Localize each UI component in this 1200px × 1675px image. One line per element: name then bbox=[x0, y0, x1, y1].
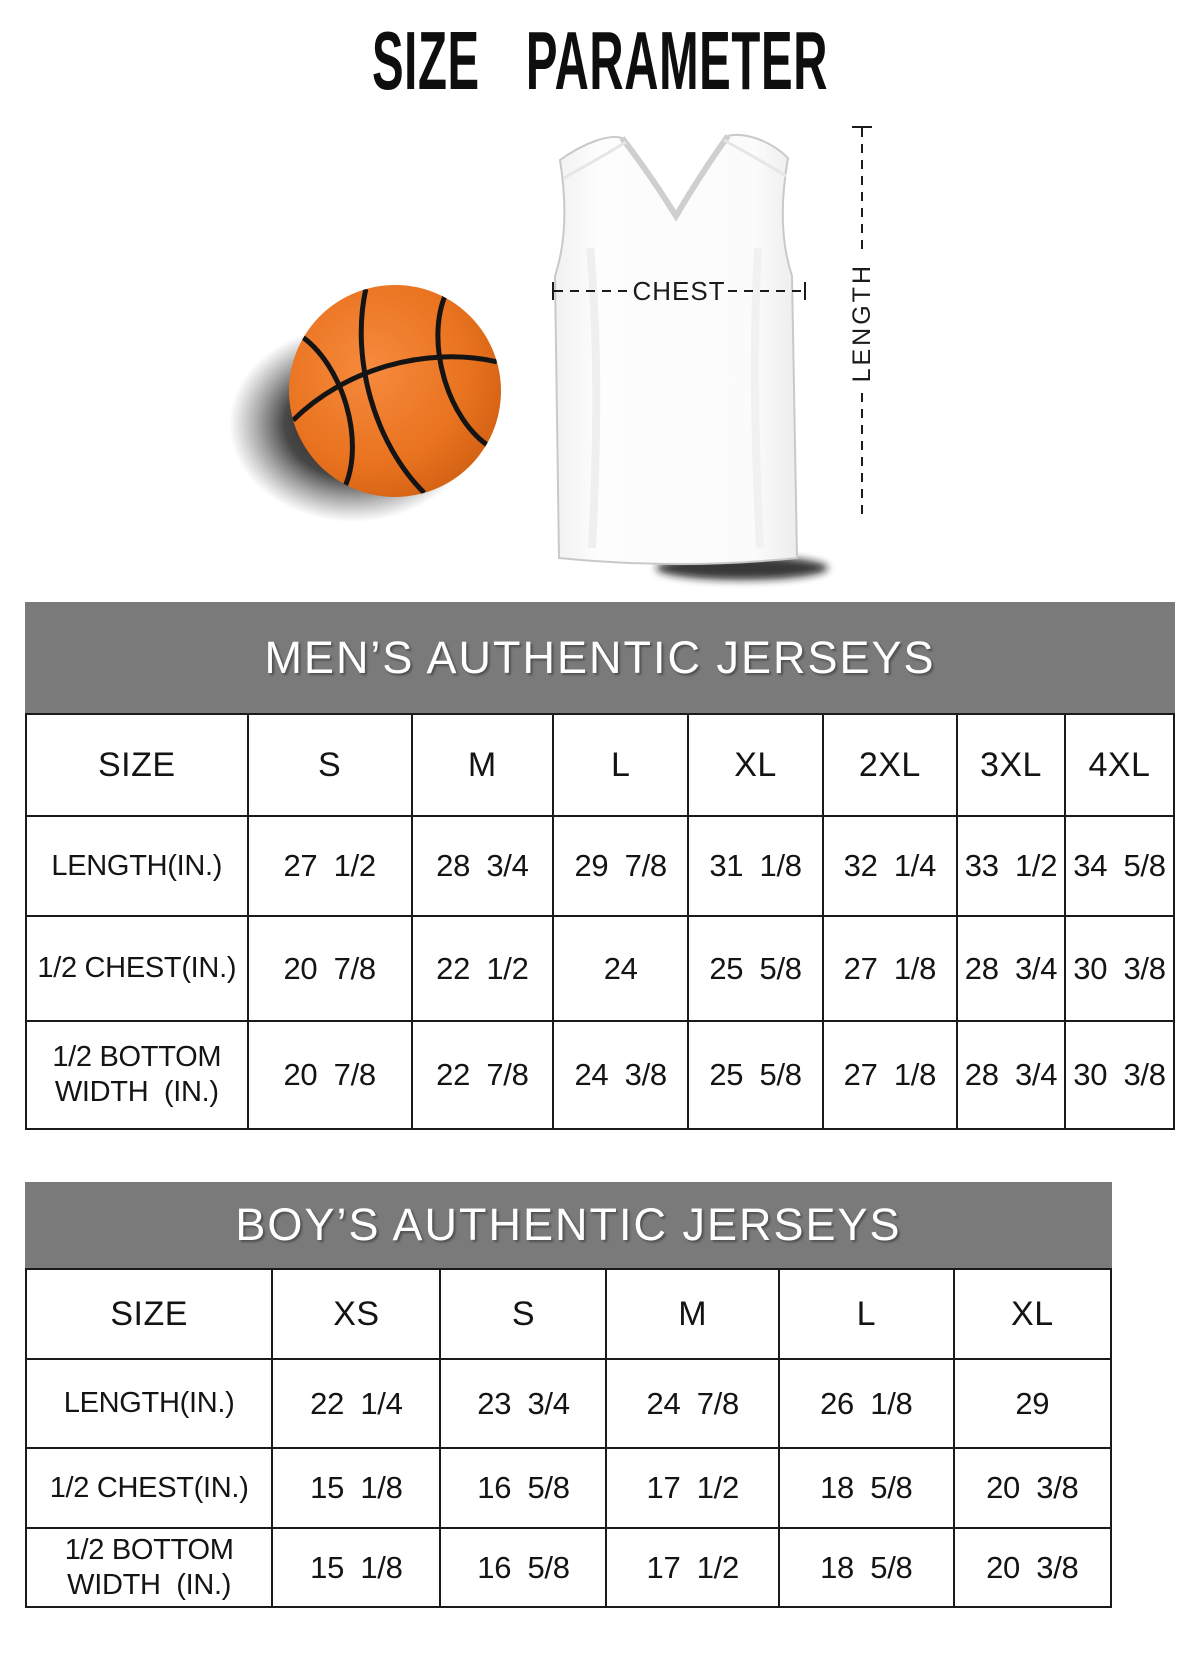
size-value-cell: 24 7/8 bbox=[606, 1359, 779, 1448]
size-value-cell: 32 1/4 bbox=[823, 816, 957, 916]
size-value-cell: 29 bbox=[954, 1359, 1111, 1448]
mens-size-table bbox=[25, 713, 1175, 1130]
column-header: XS bbox=[272, 1269, 440, 1359]
size-value-cell: 22 7/8 bbox=[412, 1021, 553, 1129]
page-title bbox=[216, 13, 984, 108]
size-value-cell: 20 7/8 bbox=[248, 1021, 412, 1129]
chest-tick-right bbox=[804, 282, 806, 300]
size-value-cell: 20 7/8 bbox=[248, 916, 412, 1021]
size-value-cell: 26 1/8 bbox=[779, 1359, 954, 1448]
column-header: SIZE bbox=[26, 714, 248, 816]
size-value-cell: 33 1/2 bbox=[957, 816, 1065, 916]
size-value-cell: 24 3/8 bbox=[553, 1021, 688, 1129]
mens-header-row bbox=[26, 714, 1174, 816]
jersey-icon bbox=[530, 118, 820, 578]
column-header: XL bbox=[954, 1269, 1111, 1359]
mens-table-title-band bbox=[25, 602, 1175, 713]
size-value-cell: 28 3/4 bbox=[412, 816, 553, 916]
column-header: M bbox=[606, 1269, 779, 1359]
size-value-cell: 27 1/8 bbox=[823, 1021, 957, 1129]
column-header: M bbox=[412, 714, 553, 816]
table-row bbox=[26, 816, 1174, 916]
mens-table-title: MEN’S AUTHENTIC JERSEYS bbox=[264, 631, 936, 683]
row-label: LENGTH(IN.) bbox=[26, 816, 248, 916]
row-label: 1/2 BOTTOM WIDTH (IN.) bbox=[26, 1528, 272, 1607]
table-row bbox=[26, 1528, 1111, 1607]
chest-dash-left bbox=[554, 290, 630, 292]
table-row bbox=[26, 1021, 1174, 1129]
size-value-cell: 30 3/8 bbox=[1065, 1021, 1174, 1129]
length-dash-bottom bbox=[861, 393, 863, 518]
page-title-word-1: SIZE bbox=[371, 14, 480, 108]
column-header: SIZE bbox=[26, 1269, 272, 1359]
size-value-cell: 20 3/8 bbox=[954, 1448, 1111, 1528]
row-label: 1/2 CHEST(IN.) bbox=[26, 1448, 272, 1528]
size-value-cell: 27 1/2 bbox=[248, 816, 412, 916]
boys-size-table bbox=[25, 1268, 1112, 1608]
size-value-cell: 23 3/4 bbox=[440, 1359, 606, 1448]
size-value-cell: 17 1/2 bbox=[606, 1448, 779, 1528]
column-header: 2XL bbox=[823, 714, 957, 816]
size-value-cell: 30 3/8 bbox=[1065, 916, 1174, 1021]
size-value-cell: 16 5/8 bbox=[440, 1528, 606, 1607]
size-value-cell: 29 7/8 bbox=[553, 816, 688, 916]
size-value-cell: 15 1/8 bbox=[272, 1448, 440, 1528]
table-row bbox=[26, 1448, 1111, 1528]
size-value-cell: 24 bbox=[553, 916, 688, 1021]
column-header: XL bbox=[688, 714, 822, 816]
column-header: S bbox=[440, 1269, 606, 1359]
column-header: S bbox=[248, 714, 412, 816]
length-dash-top bbox=[861, 128, 863, 253]
page-title-word-2: PARAMETER bbox=[525, 14, 829, 108]
column-header: 4XL bbox=[1065, 714, 1174, 816]
size-value-cell: 27 1/8 bbox=[823, 916, 957, 1021]
column-header: L bbox=[553, 714, 688, 816]
size-value-cell: 28 3/4 bbox=[957, 916, 1065, 1021]
chest-measure-line bbox=[552, 276, 806, 306]
table-row bbox=[26, 1359, 1111, 1448]
boys-table-title-band bbox=[25, 1182, 1112, 1268]
column-header: L bbox=[779, 1269, 954, 1359]
size-value-cell: 22 1/4 bbox=[272, 1359, 440, 1448]
size-value-cell: 16 5/8 bbox=[440, 1448, 606, 1528]
boys-header-row bbox=[26, 1269, 1111, 1359]
size-value-cell: 28 3/4 bbox=[957, 1021, 1065, 1129]
size-value-cell: 25 5/8 bbox=[688, 1021, 822, 1129]
row-label: LENGTH(IN.) bbox=[26, 1359, 272, 1448]
size-value-cell: 22 1/2 bbox=[412, 916, 553, 1021]
size-value-cell: 17 1/2 bbox=[606, 1528, 779, 1607]
size-value-cell: 18 5/8 bbox=[779, 1528, 954, 1607]
column-header: 3XL bbox=[957, 714, 1065, 816]
boys-table-title: BOY’S AUTHENTIC JERSEYS bbox=[235, 1199, 902, 1250]
chest-label: CHEST bbox=[632, 276, 726, 306]
length-label: LENGTH bbox=[847, 263, 876, 383]
size-value-cell: 31 1/8 bbox=[688, 816, 822, 916]
size-value-cell: 18 5/8 bbox=[779, 1448, 954, 1528]
row-label: 1/2 BOTTOM WIDTH (IN.) bbox=[26, 1021, 248, 1129]
chest-dash-right bbox=[728, 290, 804, 292]
length-measure-line bbox=[849, 126, 875, 518]
size-value-cell: 15 1/8 bbox=[272, 1528, 440, 1607]
size-value-cell: 25 5/8 bbox=[688, 916, 822, 1021]
size-value-cell: 34 5/8 bbox=[1065, 816, 1174, 916]
row-label: 1/2 CHEST(IN.) bbox=[26, 916, 248, 1021]
size-value-cell: 20 3/8 bbox=[954, 1528, 1111, 1607]
table-row bbox=[26, 916, 1174, 1021]
